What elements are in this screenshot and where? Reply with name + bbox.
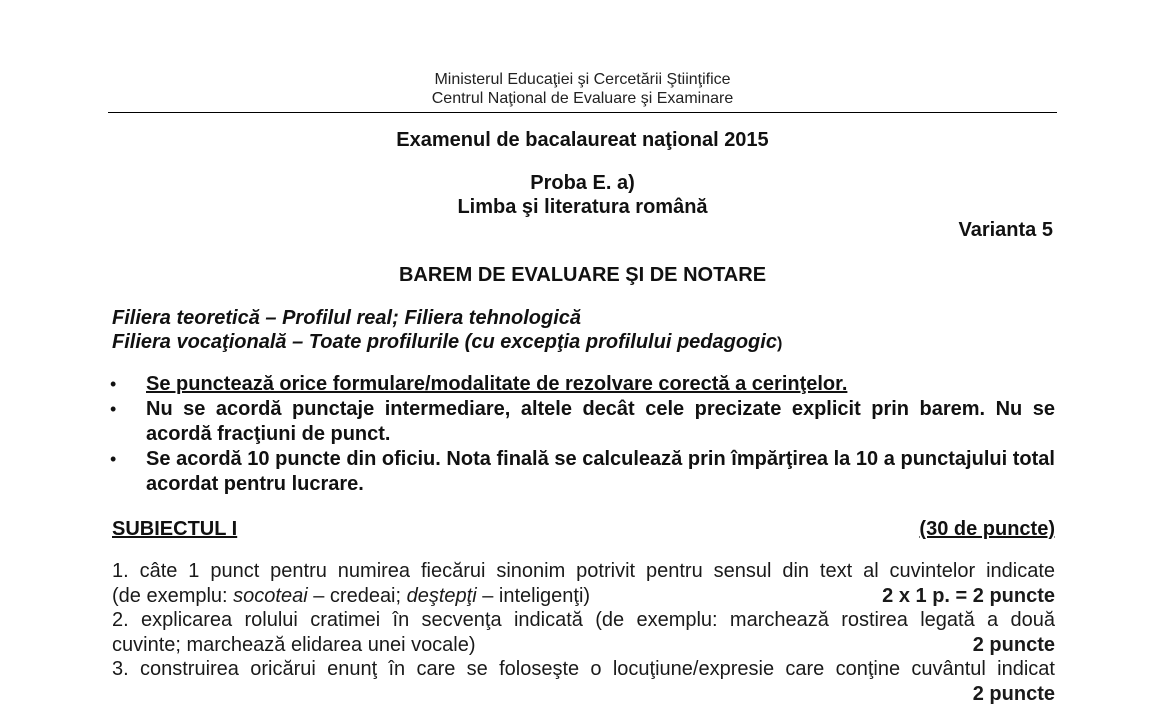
header-divider [108, 112, 1057, 113]
rule-text: Se acordă 10 puncte din oficiu. Nota finală se calculează prin împărţirea la 10 a punctajului total acordat pentru lucrare. [146, 448, 1055, 495]
general-rules-list [110, 372, 1055, 497]
track-line-1: Filiera teoretică – Profilul real; Filiera tehnologică [112, 306, 782, 330]
item-3-line-1: 3. construirea oricărui enunţ în care se foloseşte o locuţiune/expresie care conţine cuvântul indicat [112, 657, 1055, 682]
proba-label: Proba E. a) [110, 171, 1055, 195]
item-2-line-2 [112, 633, 1055, 658]
subject-name: Limba şi literatura română [110, 195, 1055, 219]
barem-title: BAREM DE EVALUARE ŞI DE NOTARE [110, 264, 1055, 287]
item-1-example-end: – inteligenţi) [477, 585, 590, 607]
center-name: Centrul Naţional de Evaluare şi Examinare [110, 89, 1055, 108]
track-line-2-main: Filiera vocaţională – Toate profilurile (cu excepţia profilului pedagogic [112, 331, 777, 353]
list-item [110, 447, 1055, 497]
item-1-word-1: socoteai [233, 585, 308, 607]
item-1-points: 2 x 1 p. = 2 puncte [882, 584, 1055, 609]
list-item [110, 397, 1055, 447]
item-1-example-prefix: (de exemplu: [112, 585, 233, 607]
exam-title: Examenul de bacalaureat naţional 2015 [110, 129, 1055, 152]
ministry-name: Ministerul Educaţiei şi Cercetării Ştiinţifice [110, 70, 1055, 89]
variant-label: Varianta 5 [958, 219, 1053, 242]
rule-text: Se punctează orice formulare/modalitate de rezolvare corectă a cerinţelor. [146, 373, 847, 395]
track-description [112, 306, 782, 356]
rule-text: Nu se acordă punctaje intermediare, altele decât cele precizate explicit prin barem. Nu se acordă fracţiuni de punct. [146, 398, 1055, 445]
bullet-icon: • [110, 397, 116, 422]
item-1-example [112, 584, 590, 609]
item-2-points: 2 puncte [973, 633, 1055, 658]
item-1-word-2: deştepţi [407, 585, 477, 607]
item-1-line-1: 1. câte 1 punct pentru numirea fiecărui sinonim potrivit pentru sensul din text al cuvintelor indicate [112, 559, 1055, 584]
section-title: SUBIECTUL I [112, 518, 237, 541]
item-2-line-1: 2. explicarea rolului cratimei în secvenţa indicată (de exemplu: marchează rostirea legată a două [112, 608, 1055, 633]
bullet-icon: • [110, 447, 116, 472]
item-1-line-2 [112, 584, 1055, 609]
track-line-2 [112, 330, 782, 356]
institution-header [110, 70, 1055, 108]
item-3-points: 2 puncte [112, 682, 1055, 706]
section-points: (30 de puncte) [919, 518, 1055, 541]
exam-subject-block [110, 171, 1055, 219]
list-item [110, 372, 1055, 397]
section-heading [112, 518, 1055, 541]
item-2-text: cuvinte; marchează elidarea unei vocale) [112, 633, 476, 658]
scoring-items [112, 559, 1055, 706]
item-1-example-mid: – credeai; [308, 585, 407, 607]
track-line-2-tail: ) [777, 335, 782, 352]
bullet-icon: • [110, 372, 116, 397]
document-page [110, 0, 1055, 700]
